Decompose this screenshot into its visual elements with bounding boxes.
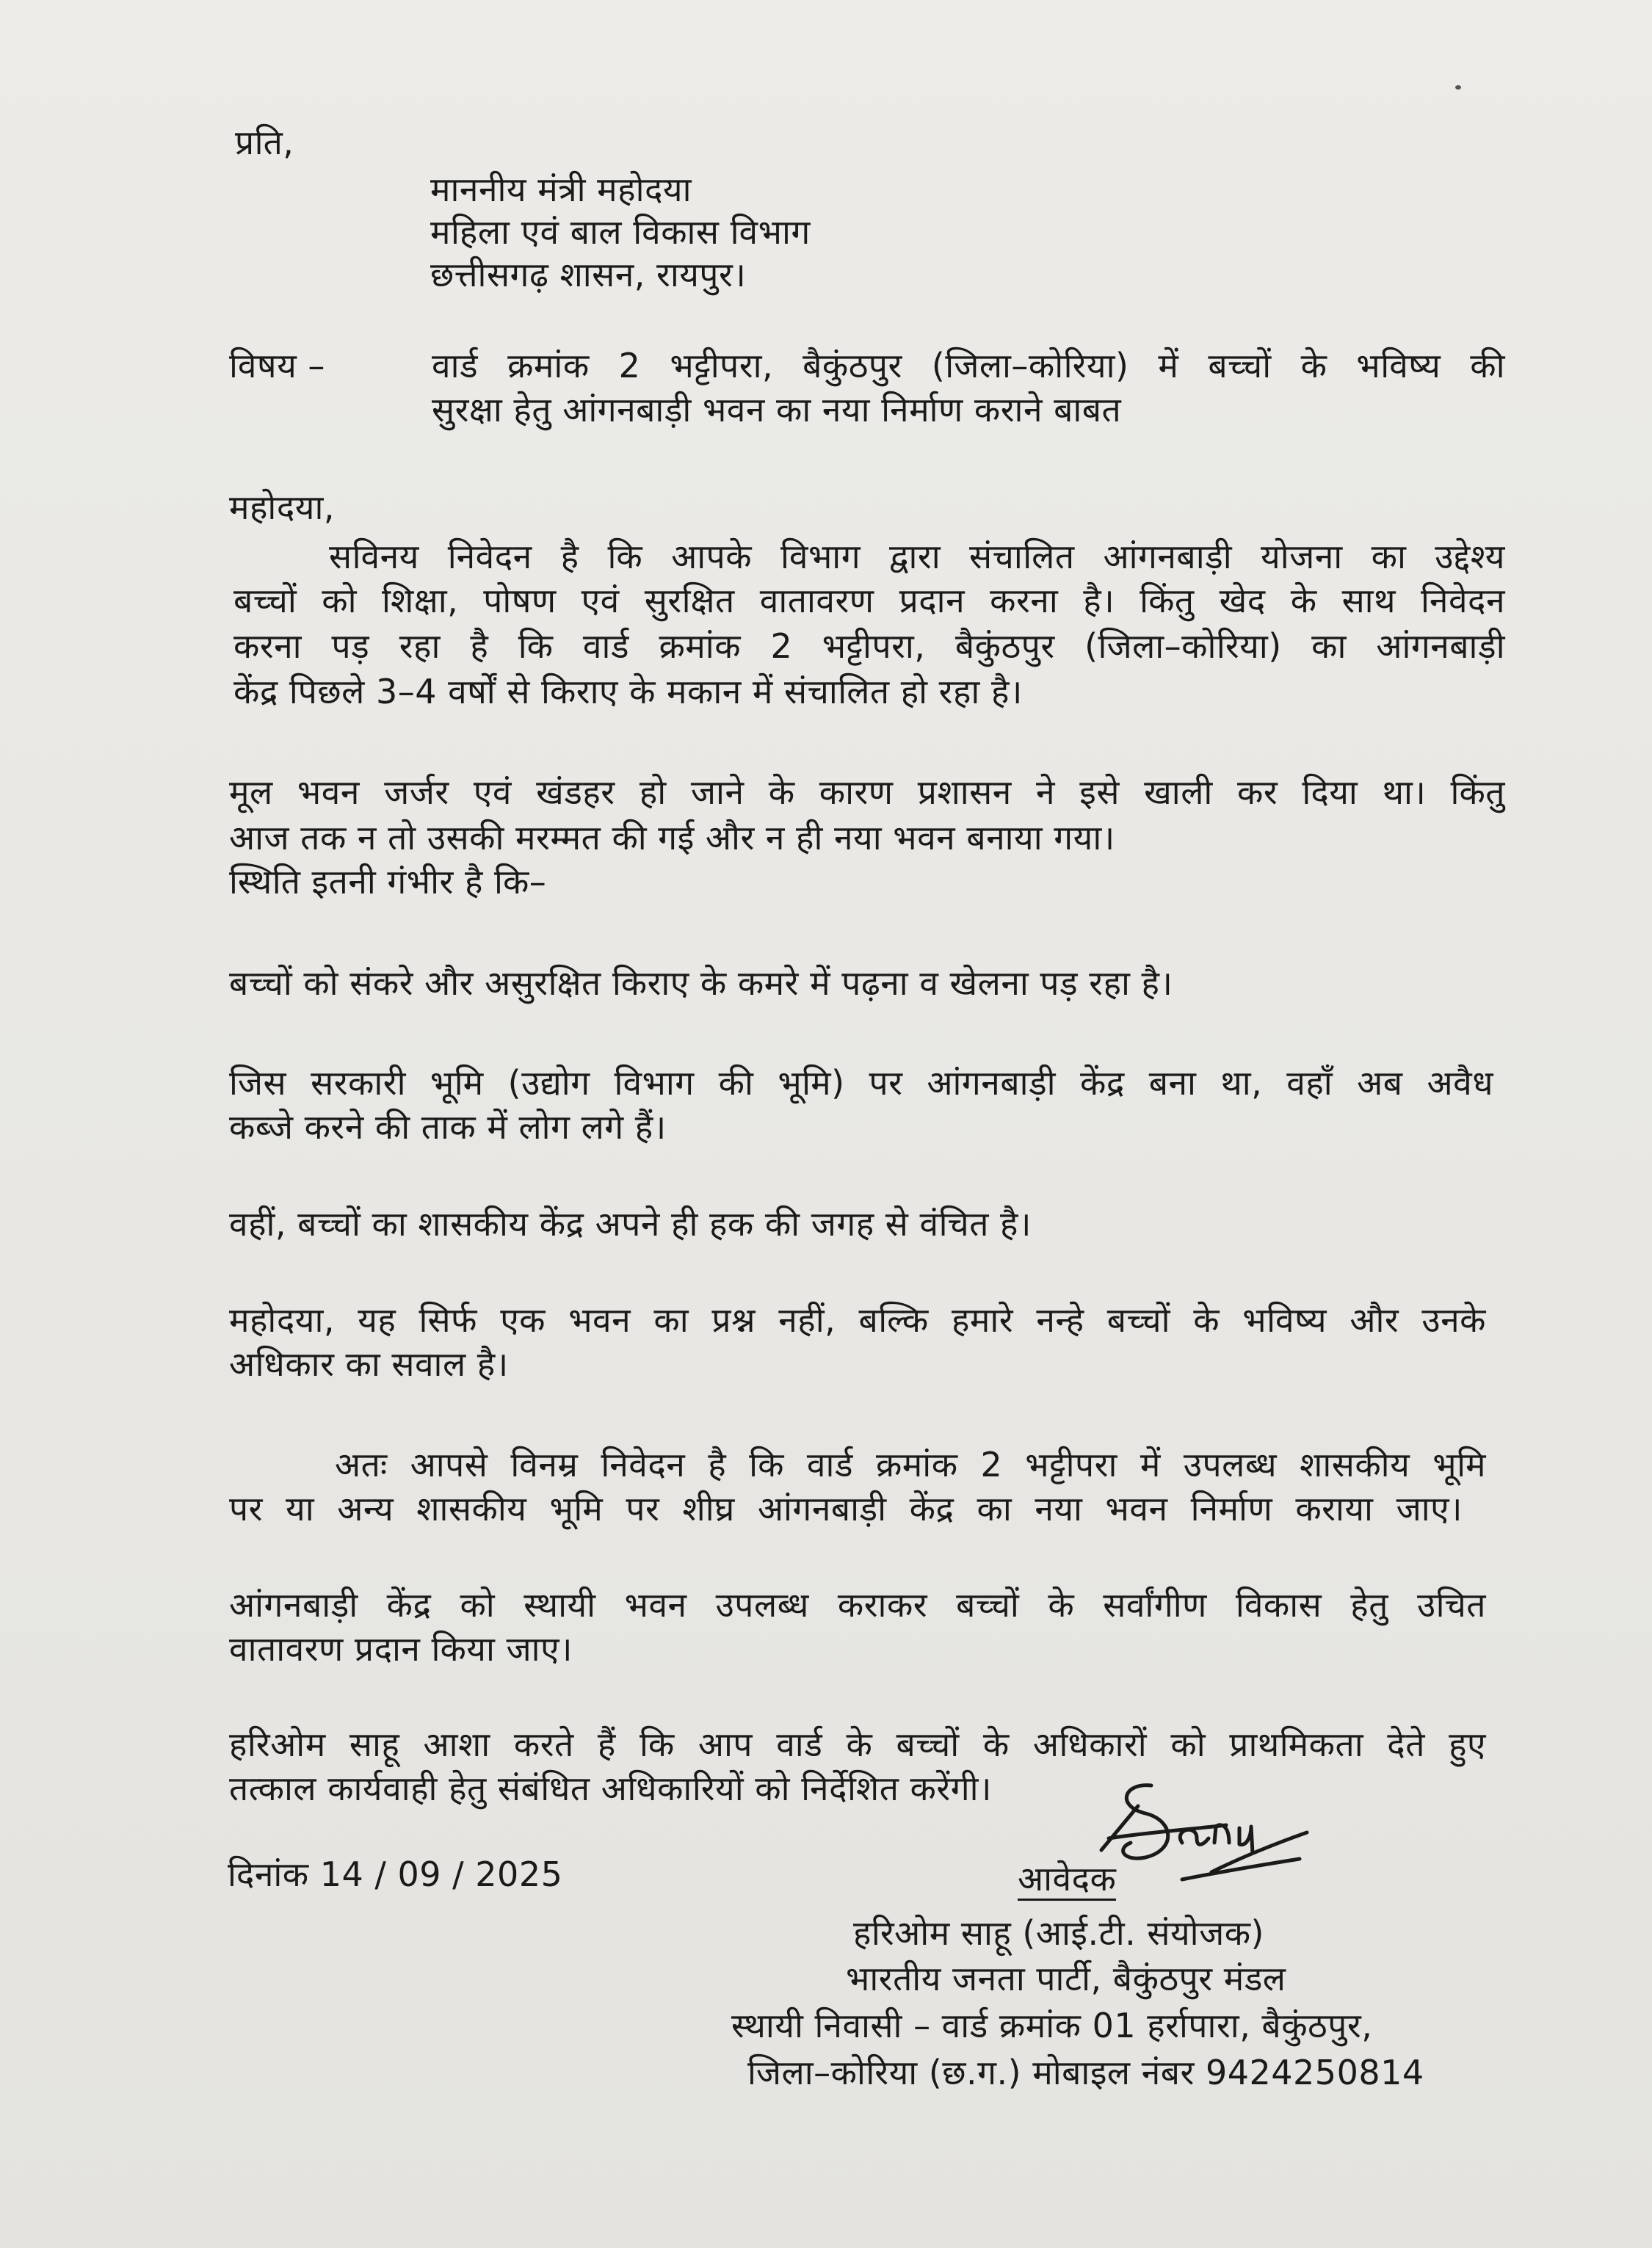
point-2-line-1: जिस सरकारी भूमि (उद्योग विभाग की भूमि) पर आंगनबाड़ी केंद्र बना था, वहाँ अब अवैध bbox=[229, 1063, 1493, 1103]
addressee-line-1: माननीय मंत्री महोदया bbox=[430, 170, 692, 209]
sender-line-4: जिला–कोरिया (छ.ग.) मोबाइल नंबर 9424250814 bbox=[747, 2053, 1424, 2092]
para3-line-2: अधिकार का सवाल है। bbox=[229, 1344, 509, 1384]
para5-line-1: आंगनबाड़ी केंद्र को स्थायी भवन उपलब्ध कराकर बच्चों के सर्वांगीण विकास हेतु उचित bbox=[229, 1585, 1486, 1625]
para1-line-3: करना पड़ रहा है कि वार्ड क्रमांक 2 भट्टीपरा, बैकुंठपुर (जिला–कोरिया) का आंगनबाड़ी bbox=[233, 626, 1505, 666]
point-2-line-2: कब्जे करने की ताक में लोग लगे हैं। bbox=[229, 1107, 667, 1147]
handwritten-signature bbox=[1094, 1762, 1314, 1894]
applicant-label: आवेदक bbox=[1018, 1859, 1116, 1901]
date: दिनांक 14 / 09 / 2025 bbox=[228, 1854, 563, 1894]
para4-line-1: अतः आपसे विनम्र निवेदन है कि वार्ड क्रमांक 2 भट्टीपरा में उपलब्ध शासकीय भूमि bbox=[335, 1445, 1486, 1484]
para5-line-2: वातावरण प्रदान किया जाए। bbox=[229, 1629, 573, 1669]
sender-line-1: हरिओम साहू (आई.टी. संयोजक) bbox=[853, 1913, 1265, 1953]
subject-line-2: सुरक्षा हेतु आंगनबाड़ी भवन का नया निर्माण कराने बाबत bbox=[432, 390, 1122, 429]
para2-line-2: आज तक न तो उसकी मरम्मत की गई और न ही नया भवन बनाया गया। bbox=[229, 818, 1115, 857]
addressee-line-3: छत्तीसगढ़ शासन, रायपुर। bbox=[430, 255, 747, 294]
para1-line-2: बच्चों को शिक्षा, पोषण एवं सुरक्षित वातावरण प्रदान करना है। किंतु खेद के साथ निवेदन bbox=[233, 581, 1505, 620]
sender-line-2: भारतीय जनता पार्टी, बैकुंठपुर मंडल bbox=[846, 1959, 1286, 1998]
greeting: महोदया, bbox=[229, 487, 335, 527]
para6-line-1: हरिओम साहू आशा करते हैं कि आप वार्ड के बच्चों के अधिकारों को प्राथमिकता देते हुए bbox=[229, 1725, 1486, 1764]
point-3: वहीं, बच्चों का शासकीय केंद्र अपने ही हक की जगह से वंचित है। bbox=[229, 1204, 1032, 1244]
subject-line-1: वार्ड क्रमांक 2 भट्टीपरा, बैकुंठपुर (जिला–कोरिया) में बच्चों के भविष्य की bbox=[432, 346, 1505, 385]
paper-speck bbox=[1455, 85, 1461, 90]
point-1: बच्चों को संकरे और असुरक्षित किराए के कमरे में पढ़ना व खेलना पड़ रहा है। bbox=[229, 963, 1173, 1003]
sender-line-3: स्थायी निवासी – वार्ड क्रमांक 01 हर्रापारा, बैकुंठपुर, bbox=[731, 2006, 1373, 2045]
addressee-line-2: महिला एवं बाल विकास विभाग bbox=[430, 212, 811, 252]
para6-line-2: तत्काल कार्यवाही हेतु संबंधित अधिकारियों को निर्देशित करेंगी। bbox=[229, 1769, 992, 1808]
para3-line-1: महोदया, यह सिर्फ एक भवन का प्रश्न नहीं, बल्कि हमारे नन्हे बच्चों के भविष्य और उनके bbox=[229, 1300, 1486, 1340]
salutation-to: प्रति, bbox=[235, 123, 294, 162]
para2-line-1: मूल भवन जर्जर एवं खंडहर हो जाने के कारण प्रशासन ने इसे खाली कर दिया था। किंतु bbox=[229, 772, 1505, 812]
para1-line-4: केंद्र पिछले 3–4 वर्षों से किराए के मकान में संचालित हो रहा है। bbox=[233, 672, 1023, 711]
para1-line-1: सविनय निवेदन है कि आपके विभाग द्वारा संचालित आंगनबाड़ी योजना का उद्देश्य bbox=[329, 537, 1505, 576]
para4-line-2: पर या अन्य शासकीय भूमि पर शीघ्र आंगनबाड़ी केंद्र का नया भवन निर्माण कराया जाए। bbox=[229, 1489, 1463, 1529]
para2-line-3: स्थिति इतनी गंभीर है कि– bbox=[229, 862, 547, 902]
subject-label: विषय – bbox=[229, 346, 325, 385]
